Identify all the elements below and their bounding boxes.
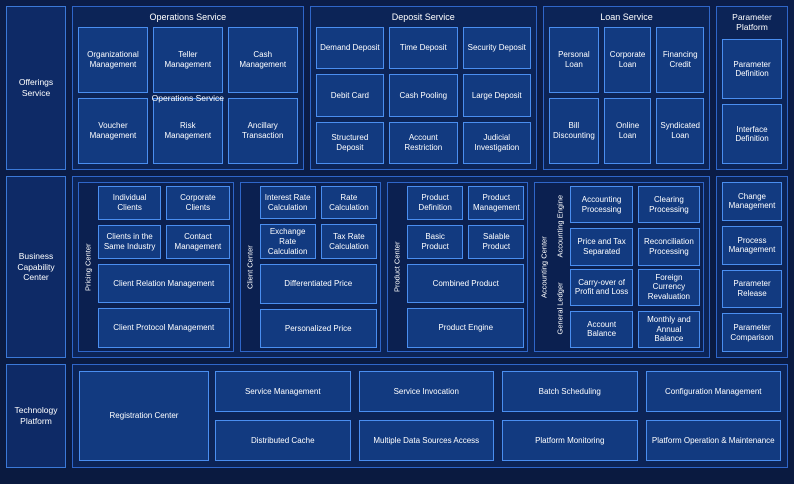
rail-item[interactable]: Parameter Definition bbox=[722, 39, 782, 99]
rail-title: Parameter Platform bbox=[732, 12, 772, 33]
capability-box[interactable]: Basic Product bbox=[407, 225, 463, 259]
deposit-items bbox=[316, 27, 531, 164]
capability-box[interactable]: Price and Tax Separated bbox=[570, 228, 632, 265]
sublabel-general-ledger: General Ledger bbox=[555, 282, 565, 335]
group-title-loan: Loan Service bbox=[600, 12, 653, 22]
parameter-platform-rail-bottom bbox=[716, 176, 788, 358]
rail-item[interactable]: Process Management bbox=[722, 226, 782, 265]
capability-box[interactable]: Interest Rate Calculation bbox=[260, 186, 316, 219]
ledger-row-2 bbox=[570, 311, 700, 348]
row-label-business-text: Business Capability Center bbox=[17, 251, 55, 283]
accounting-engine-block bbox=[554, 186, 700, 266]
column-label-accounting: Accounting Center bbox=[539, 236, 549, 298]
row-label-technology bbox=[6, 364, 66, 468]
accounting-row-2 bbox=[570, 228, 700, 265]
column-label-client: Client Center bbox=[244, 245, 254, 289]
group-title-deposit: Deposit Service bbox=[391, 12, 455, 22]
service-box[interactable]: Security Deposit bbox=[463, 27, 531, 69]
row-label-offerings bbox=[6, 6, 66, 170]
service-box[interactable]: Debit Card bbox=[316, 74, 384, 116]
capability-box[interactable]: Salable Product bbox=[468, 225, 524, 259]
service-box[interactable]: Structured Deposit bbox=[316, 122, 384, 164]
service-box[interactable]: Cash Management bbox=[228, 27, 298, 93]
column-accounting-center bbox=[534, 182, 704, 352]
row-label-business bbox=[6, 176, 66, 358]
tech-box[interactable]: Service Management bbox=[215, 371, 351, 412]
capability-box[interactable]: Product Definition bbox=[407, 186, 463, 220]
service-box[interactable]: Corporate Loan bbox=[604, 27, 652, 93]
service-box[interactable]: Demand Deposit bbox=[316, 27, 384, 69]
tech-box[interactable]: Service Invocation bbox=[359, 371, 495, 412]
accounting-engine-items bbox=[570, 186, 700, 266]
technology-grid bbox=[215, 371, 781, 461]
capability-box[interactable]: Clients in the Same Industry bbox=[98, 225, 161, 259]
general-ledger-block bbox=[554, 269, 700, 349]
service-box[interactable]: Online Loan bbox=[604, 98, 652, 164]
client-row-2 bbox=[260, 224, 377, 259]
accounting-row-1 bbox=[570, 186, 700, 223]
capability-box[interactable]: Accounting Processing bbox=[570, 186, 632, 223]
capability-box[interactable]: Individual Clients bbox=[98, 186, 161, 220]
column-client-center bbox=[240, 182, 381, 352]
capability-box[interactable]: Product Engine bbox=[407, 308, 524, 348]
tech-box[interactable]: Configuration Management bbox=[646, 371, 782, 412]
offerings-groups bbox=[72, 6, 710, 170]
capability-box[interactable]: Clearing Processing bbox=[638, 186, 700, 223]
capability-box[interactable]: Reconciliation Processing bbox=[638, 228, 700, 265]
capability-box[interactable]: Exchange Rate Calculation bbox=[260, 224, 316, 259]
service-box[interactable]: Cash Pooling bbox=[389, 74, 457, 116]
group-operations-service bbox=[72, 6, 304, 170]
row-label-offerings-text: Offerings Service bbox=[18, 77, 54, 98]
service-box[interactable]: Account Restriction bbox=[389, 122, 457, 164]
capability-box[interactable]: Contact Management bbox=[166, 225, 229, 259]
capability-box[interactable]: Client Relation Management bbox=[98, 264, 230, 304]
rail-item[interactable]: Change Management bbox=[722, 182, 782, 221]
service-box[interactable]: Voucher Management bbox=[78, 98, 148, 164]
capability-box[interactable]: Differentiated Price bbox=[260, 264, 377, 303]
capability-box[interactable]: Personalized Price bbox=[260, 309, 377, 348]
sublabel-accounting-engine: Accounting Engine bbox=[555, 194, 565, 258]
service-box[interactable]: Financing Credit bbox=[656, 27, 704, 93]
pricing-row-1 bbox=[98, 186, 230, 220]
row-label-technology-text: Technology Platform bbox=[14, 405, 58, 426]
registration-center-box[interactable]: Registration Center bbox=[79, 371, 209, 461]
rail-item[interactable]: Interface Definition bbox=[722, 104, 782, 164]
tech-box[interactable]: Batch Scheduling bbox=[502, 371, 638, 412]
client-items bbox=[260, 186, 377, 348]
loan-items bbox=[549, 27, 704, 164]
tech-box[interactable]: Platform Operation & Maintenance bbox=[646, 420, 782, 461]
column-label-pricing: Pricing Center bbox=[83, 243, 93, 291]
capability-box[interactable]: Monthly and Annual Balance bbox=[638, 311, 700, 348]
offerings-band bbox=[6, 6, 788, 170]
capability-box[interactable]: Corporate Clients bbox=[166, 186, 229, 220]
general-ledger-items bbox=[570, 269, 700, 349]
column-product-center bbox=[387, 182, 528, 352]
tech-box[interactable]: Distributed Cache bbox=[215, 420, 351, 461]
technology-items bbox=[72, 364, 788, 468]
service-box[interactable]: Judicial Investigation bbox=[463, 122, 531, 164]
pricing-row-2 bbox=[98, 225, 230, 259]
capability-box[interactable]: Combined Product bbox=[407, 264, 524, 304]
group-loan-service bbox=[543, 6, 710, 170]
tech-box[interactable]: Platform Monitoring bbox=[502, 420, 638, 461]
product-row-2 bbox=[407, 225, 524, 259]
client-row-1 bbox=[260, 186, 377, 219]
service-box[interactable]: Ancillary Transaction bbox=[228, 98, 298, 164]
service-box[interactable]: Bill Discounting bbox=[549, 98, 599, 164]
product-items bbox=[407, 186, 524, 348]
group-deposit-service bbox=[310, 6, 537, 170]
service-box[interactable]: Large Deposit bbox=[463, 74, 531, 116]
service-box[interactable]: Risk Management bbox=[153, 98, 223, 164]
service-box[interactable]: Organizational Management bbox=[78, 27, 148, 93]
group-subtitle-operations: Operations Service bbox=[151, 93, 224, 103]
product-row-1 bbox=[407, 186, 524, 220]
service-box[interactable]: Teller Management bbox=[153, 27, 223, 93]
capability-box[interactable]: Foreign Currency Revaluation bbox=[638, 269, 700, 306]
group-title-operations: Operations Service bbox=[149, 12, 227, 22]
capability-box[interactable]: Tax Rate Calculation bbox=[321, 224, 377, 259]
capability-box[interactable]: Carry-over of Profit and Loss bbox=[570, 269, 632, 306]
capability-box[interactable]: Rate Calculation bbox=[321, 186, 377, 219]
service-box[interactable]: Personal Loan bbox=[549, 27, 599, 93]
technology-platform-band bbox=[6, 364, 788, 468]
parameter-platform-rail-top bbox=[716, 6, 788, 170]
accounting-subcolumns bbox=[554, 186, 700, 348]
ledger-row-1 bbox=[570, 269, 700, 306]
capability-box[interactable]: Product Management bbox=[468, 186, 524, 220]
column-pricing-center bbox=[78, 182, 234, 352]
rail-item[interactable]: Parameter Release bbox=[722, 270, 782, 309]
pricing-items bbox=[98, 186, 230, 348]
business-capability-band bbox=[6, 176, 788, 358]
business-columns bbox=[72, 176, 710, 358]
column-label-product: Product Center bbox=[392, 241, 402, 293]
capability-box[interactable]: Client Protocol Management bbox=[98, 308, 230, 348]
rail-item[interactable]: Parameter Comparison bbox=[722, 313, 782, 352]
tech-box[interactable]: Multiple Data Sources Access bbox=[359, 420, 495, 461]
capability-box[interactable]: Account Balance bbox=[570, 311, 632, 348]
service-box[interactable]: Syndicated Loan bbox=[656, 98, 704, 164]
service-box[interactable]: Time Deposit bbox=[389, 27, 457, 69]
